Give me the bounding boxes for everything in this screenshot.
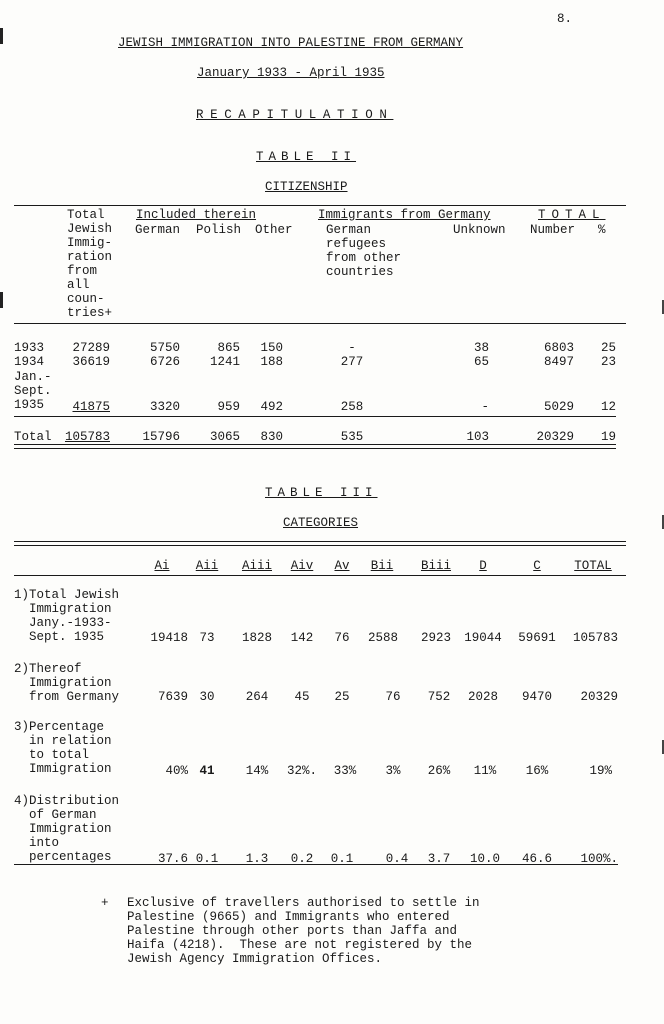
cell-aiii: 264 — [245, 690, 269, 704]
table-ii-sum-rule — [14, 416, 616, 417]
cell-aiii: 14% — [245, 764, 269, 778]
table-iii-bottom-rule — [14, 864, 618, 865]
row-label: 2)Thereof Immigration from Germany — [14, 662, 120, 704]
cell-german-refugees: 258 — [340, 400, 364, 414]
cell-percent: 25 — [600, 341, 616, 355]
cell-aiii: 1.3 — [245, 852, 269, 866]
cell-other: 188 — [260, 355, 283, 369]
cell-number: 5029 — [543, 400, 574, 414]
cell-total: 41875 — [72, 400, 110, 414]
cell-other: 492 — [260, 400, 283, 414]
cell-german: 6726 — [149, 355, 180, 369]
cell-aii: 73 — [199, 631, 215, 645]
cell-german-refugees: - — [348, 341, 356, 355]
cell-unknown: 38 — [473, 341, 489, 355]
cell-polish: 959 — [217, 400, 240, 414]
cell-total: 105783 — [64, 430, 110, 444]
t3-col-ai: Ai — [154, 559, 170, 573]
t2-header-other: Other — [255, 223, 293, 237]
margin-mark — [0, 292, 3, 308]
t3-col-aii: Aii — [195, 559, 219, 573]
cell-total: 27289 — [72, 341, 110, 355]
cell-total: 20329 — [580, 690, 618, 704]
t3-col-c: C — [533, 559, 541, 573]
year-label: 1934 — [14, 355, 45, 369]
cell-d: 2028 — [467, 690, 498, 704]
cell-aiii: 1828 — [241, 631, 272, 645]
cell-number: 20329 — [536, 430, 574, 444]
t2-header-german-refugees: German refugees from other countries — [326, 223, 402, 279]
table-ii-top-rule — [14, 205, 626, 206]
cell-total: 105783 — [572, 631, 618, 645]
t3-col-aiv: Aiv — [290, 559, 314, 573]
cell-german: 5750 — [149, 341, 180, 355]
cell-number: 8497 — [543, 355, 574, 369]
cell-d: 10.0 — [469, 852, 500, 866]
t3-col-d: D — [479, 559, 487, 573]
cell-ai: 40% — [165, 764, 188, 778]
document-title: JEWISH IMMIGRATION INTO PALESTINE FROM GERMANY — [118, 36, 464, 50]
cell-german-refugees: 535 — [340, 430, 364, 444]
cell-german: 15796 — [142, 430, 180, 444]
cell-aiv: 142 — [290, 631, 314, 645]
row-label: 4)Distribution of German Immigration into percentages — [14, 794, 120, 864]
row-label: 1)Total Jewish Immigration Jany.-1933- Sept. 1935 — [14, 588, 120, 644]
row-label: 3)Percentage in relation to total Immigration — [14, 720, 112, 776]
cell-ai: 37.6 — [157, 852, 188, 866]
cell-aiv: 0.2 — [290, 852, 314, 866]
t2-header-immigrants-from-germany: Immigrants from Germany — [318, 208, 491, 222]
cell-ai: 19418 — [150, 631, 188, 645]
cell-aii: 0.1 — [195, 852, 219, 866]
cell-d: 11% — [473, 764, 497, 778]
table-ii-subtitle: CITIZENSHIP — [265, 180, 348, 194]
table-iii-header-rule — [14, 575, 626, 576]
cell-av: 33% — [333, 764, 357, 778]
table-iii-subtitle: CATEGORIES — [283, 516, 359, 530]
cell-aii: 30 — [199, 690, 215, 704]
date-range: January 1933 - April 1935 — [197, 66, 385, 80]
footnote-text: Exclusive of travellers authorised to settle in Palestine (9665) and Immigrants who entered Palestine through other ports than Jaffa and Haifa (4218). These are not registered by the Jewish Agency Immigration Offices. — [127, 896, 480, 966]
cell-total: 19% — [589, 764, 612, 778]
cell-d: 19044 — [464, 631, 502, 645]
cell-percent: 19 — [600, 430, 616, 444]
cell-aii: 41 — [199, 764, 215, 778]
cell-c: 59691 — [518, 631, 556, 645]
cell-unknown: 103 — [466, 430, 489, 444]
cell-c: 9470 — [521, 690, 552, 704]
t3-col-biii: Biii — [420, 559, 451, 573]
cell-percent: 23 — [600, 355, 616, 369]
year-label: 1933 — [14, 341, 45, 355]
total-label: Total — [14, 430, 52, 444]
footnote-marker: + — [101, 896, 109, 910]
cell-aiv: 32%. — [286, 764, 317, 778]
t3-col-av: Av — [334, 559, 350, 573]
margin-mark — [0, 28, 3, 44]
cell-bii: 76 — [385, 690, 401, 704]
cell-german: 3320 — [149, 400, 180, 414]
t3-col-total: TOTAL — [574, 559, 612, 573]
cell-polish: 865 — [217, 341, 240, 355]
cell-other: 150 — [260, 341, 283, 355]
t3-col-aiii: Aiii — [241, 559, 272, 573]
cell-unknown: 65 — [473, 355, 489, 369]
t2-header-polish: Polish — [196, 223, 242, 237]
cell-german-refugees: 277 — [340, 355, 364, 369]
table-iii-title: TABLE III — [265, 486, 378, 500]
cell-polish: 1241 — [209, 355, 240, 369]
cell-aiv: 45 — [294, 690, 310, 704]
cell-biii: 3.7 — [427, 852, 451, 866]
t2-header-included: Included therein — [136, 208, 257, 222]
table-iii-top-rule — [14, 541, 626, 546]
t2-header-number: Number — [530, 223, 576, 237]
recapitulation-heading: RECAPITULATION — [196, 108, 394, 122]
cell-total: 36619 — [72, 355, 110, 369]
t2-header-unknown: Unknown — [453, 223, 506, 237]
cell-av: 25 — [334, 690, 350, 704]
cell-biii: 26% — [427, 764, 451, 778]
cell-bii: 0.4 — [385, 852, 409, 866]
cell-bii: 2588 — [367, 631, 398, 645]
cell-c: 46.6 — [521, 852, 552, 866]
page-number: 8. — [557, 12, 573, 26]
cell-number: 6803 — [543, 341, 574, 355]
cell-biii: 752 — [427, 690, 451, 704]
cell-percent: 12 — [600, 400, 616, 414]
year-label: Jan.- Sept. 1935 — [14, 370, 52, 412]
t2-header-percent: % — [598, 223, 606, 237]
table-ii-bottom-rule — [14, 444, 616, 449]
t2-header-grand-total: TOTAL — [538, 208, 606, 222]
cell-bii: 3% — [385, 764, 401, 778]
cell-biii: 2923 — [420, 631, 451, 645]
t2-header-total-desc: Jewish Immig- ration from all coun- tries+ — [67, 222, 113, 320]
t2-header-german: German — [135, 223, 181, 237]
table-ii-header-rule — [14, 323, 626, 324]
table-ii-title: TABLE II — [256, 150, 357, 164]
cell-av: 76 — [334, 631, 350, 645]
cell-other: 830 — [260, 430, 283, 444]
cell-polish: 3065 — [209, 430, 240, 444]
cell-av: 0.1 — [330, 852, 354, 866]
cell-total: 100%. — [580, 852, 618, 866]
cell-ai: 7639 — [157, 690, 188, 704]
cell-unknown: - — [481, 400, 489, 414]
t2-header-total: Total — [67, 208, 105, 222]
cell-c: 16% — [525, 764, 549, 778]
t3-col-bii: Bii — [370, 559, 394, 573]
